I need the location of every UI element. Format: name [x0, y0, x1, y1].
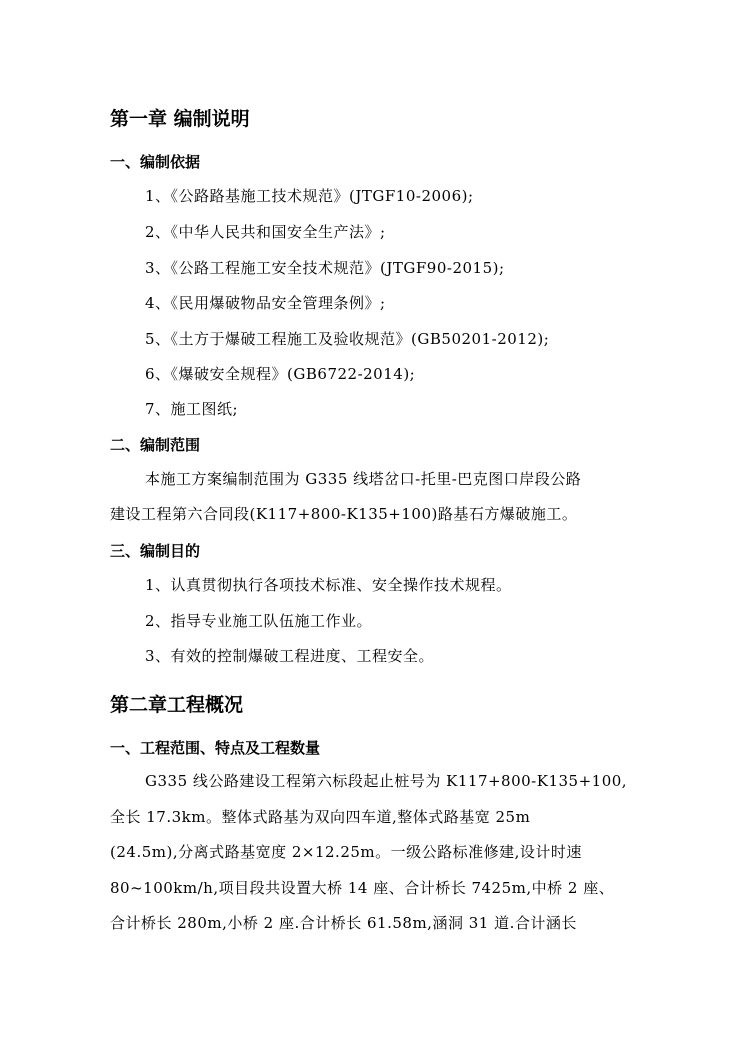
overview-paragraph-line: 80~100km/h,项目段共设置大桥 14 座、合计桥长 7425m,中桥 2 座、	[110, 879, 615, 897]
section-compilation-scope-title: 二、编制范围	[110, 436, 201, 454]
section-project-scope-title: 一、工程范围、特点及工程数量	[110, 739, 321, 757]
purpose-item: 1、认真贯彻执行各项技术标准、安全操作技术规程。	[145, 576, 512, 594]
overview-paragraph-line: 合计桥长 280m,小桥 2 座.合计桥长 61.58m,涵洞 31 道.合计涵长	[110, 914, 577, 932]
basis-item: 5、《土方于爆破工程施工及验收规范》(GB50201-2012);	[145, 330, 550, 348]
section-compilation-basis-title: 一、编制依据	[110, 153, 201, 171]
basis-item: 1、《公路路基施工技术规范》(JTGF10-2006);	[145, 187, 474, 205]
chapter1-title: 第一章 编制说明	[110, 108, 250, 130]
basis-item: 3、《公路工程施工安全技术规范》(JTGF90-2015);	[145, 259, 505, 277]
purpose-item: 3、有效的控制爆破工程进度、工程安全。	[145, 647, 435, 665]
chapter2-title: 第二章工程概况	[110, 694, 244, 716]
basis-item: 4、《民用爆破物品安全管理条例》;	[145, 294, 386, 312]
overview-paragraph-line: 全长 17.3km。整体式路基为双向四车道,整体式路基宽 25m	[110, 808, 531, 826]
purpose-item: 2、指导专业施工队伍施工作业。	[145, 612, 373, 630]
scope-paragraph-line: 建设工程第六合同段(K117+800-K135+100)路基石方爆破施工。	[110, 505, 578, 523]
scope-paragraph-line: 本施工方案编制范围为 G335 线塔岔口-托里-巴克图口岸段公路	[145, 470, 582, 488]
basis-item: 2、《中华人民共和国安全生产法》;	[145, 223, 386, 241]
section-compilation-purpose-title: 三、编制目的	[110, 542, 201, 560]
basis-item: 7、施工图纸;	[145, 400, 239, 418]
basis-item: 6、《爆破安全规程》(GB6722-2014);	[145, 365, 416, 383]
overview-paragraph-line: G335 线公路建设工程第六标段起止桩号为 K117+800-K135+100,	[145, 772, 628, 790]
overview-paragraph-line: (24.5m),分离式路基宽度 2×12.25m。一级公路标准修建,设计时速	[110, 843, 582, 861]
